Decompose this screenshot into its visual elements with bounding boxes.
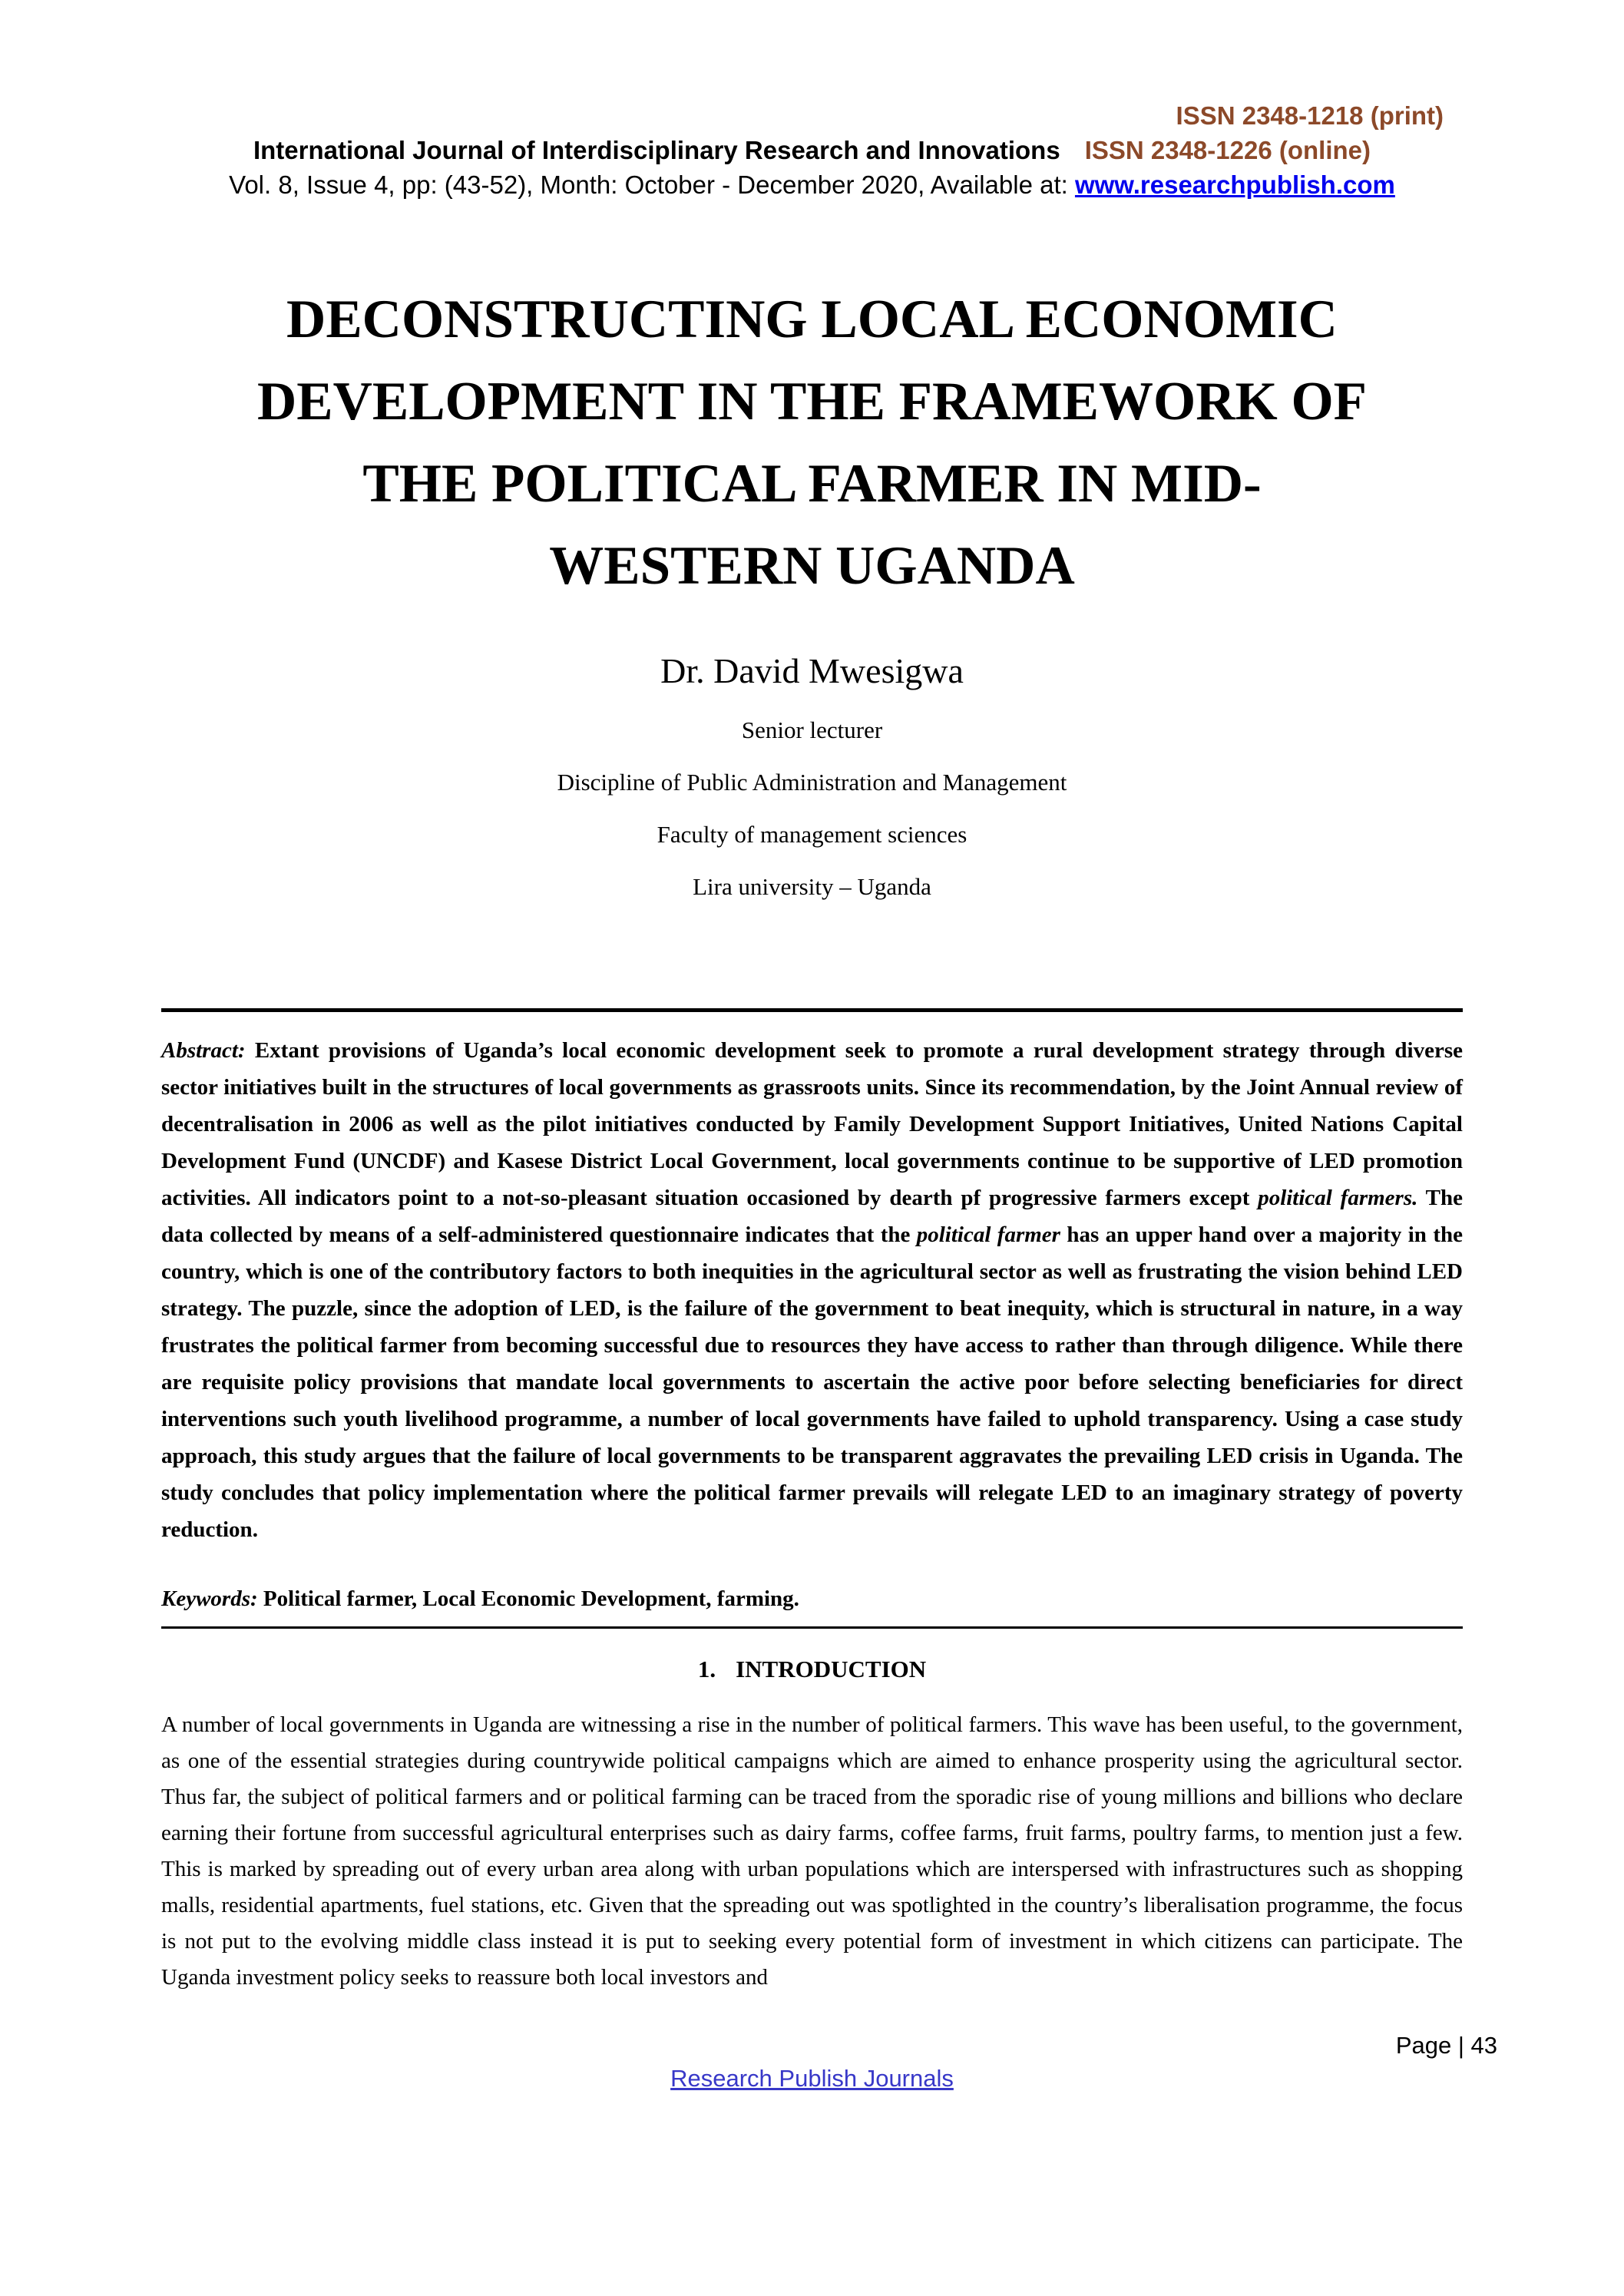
divider-below-keywords	[161, 1626, 1463, 1629]
title-line-1: DECONSTRUCTING LOCAL ECONOMIC	[286, 289, 1338, 349]
issn-online: ISSN 2348-1226 (online)	[1084, 136, 1371, 164]
introduction-paragraph: A number of local governments in Uganda are witnessing a rise in the number of political farmers. This wave has been useful, to the government, as one of the essential strategies during countrywide political campaigns which are aimed to enhance prosperity using the agricultural sector. Thus far, the subject of political farmers and or political farming can be traced from the sporadic rise of young millions and billions who declare earning their fortune from successful agricultural enterprises such as dairy farms, coffee farms, fruit farms, poultry farms, to mention just a few. This is marked by spreading out of every urban area along with urban populations which are interspersed with infrastructures such as shopping malls, residential apartments, fuel stations, etc. Given that the spreading out was spotlighted in the country’s liberalisation programme, the focus is not put to the evolving middle class instead it is put to seeking every potential form of investment in which citizens can participate. The Uganda investment policy seeks to reassure both local investors and	[161, 1712, 1463, 1990]
journal-website-link[interactable]: www.researchpublish.com	[1074, 170, 1395, 199]
affiliation-role: Senior lecturer	[741, 716, 883, 743]
research-publish-journals-link[interactable]: Research Publish Journals	[670, 2065, 954, 2092]
title-line-4: WESTERN UGANDA	[549, 536, 1075, 596]
title-line-2: DEVELOPMENT IN THE FRAMEWORK OF	[256, 372, 1368, 432]
author-affiliation-block	[161, 716, 1463, 901]
title-line-3: THE POLITICAL FARMER IN MID-	[362, 454, 1262, 514]
footer-link-row	[161, 2065, 1463, 2093]
header-line-journal-name	[161, 133, 1463, 167]
header-line-issn-print	[161, 98, 1463, 133]
header-line-volume-info	[161, 167, 1463, 202]
issn-print: ISSN 2348-1218 (print)	[1176, 101, 1444, 130]
journal-header	[161, 98, 1463, 202]
keywords-line: Keywords: Political farmer, Local Economic Development, farming.	[161, 1586, 799, 1611]
author-name: Dr. David Mwesigwa	[660, 651, 964, 690]
divider-above-abstract	[161, 1008, 1463, 1012]
page-number: Page | 43	[1395, 2032, 1497, 2059]
introduction-heading	[161, 1655, 1463, 1684]
journal-name: International Journal of Interdisciplinary Research and Innovations	[253, 136, 1060, 164]
affiliation-discipline: Discipline of Public Administration and Management	[557, 769, 1067, 796]
volume-info: Vol. 8, Issue 4, pp: (43-52), Month: October - December 2020, Available at:	[229, 170, 1075, 199]
section-title: INTRODUCTION	[736, 1656, 927, 1682]
affiliation-university: Lira university – Uganda	[693, 873, 931, 900]
page-footer	[161, 2031, 1497, 2093]
section-number: 1.	[697, 1656, 716, 1682]
article-title	[161, 279, 1463, 607]
affiliation-faculty: Faculty of management sciences	[657, 821, 967, 848]
abstract-paragraph: Abstract: Extant provisions of Uganda’s local economic development seek to promote a rural development strategy through diverse sector initiatives built in the structures of local governments as grassroots units. Since its recommendation, by the Joint Annual review of decentralisation in 2006 as well as the pilot initiatives conducted by Family Development Support Initiatives, United Nations Capital Development Fund (UNCDF) and Kasese District Local Government, local governments continue to be supportive of LED promotion activities. All indicators point to a not-so-pleasant situation occasioned by dearth pf progressive farmers except political farmers. The data collected by means of a self-administered questionnaire indicates that the political farmer has an upper hand over a majority in the country, which is one of the contributory factors to both inequities in the agricultural sector as well as frustrating the vision behind LED strategy. The puzzle, since the adoption of LED, is the failure of the government to beat inequity, which is structural in nature, in a way frustrates the political farmer from becoming successful due to resources they have access to rather than through diligence. While there are requisite policy provisions that mandate local governments to ascertain the active poor before selecting beneficiaries for direct interventions such youth livelihood programme, a number of local governments have failed to uphold transparency. Using a case study approach, this study argues that the failure of local governments to be transparent aggravates the prevailing LED crisis in Uganda. The study concludes that policy implementation where the political farmer prevails will relegate LED to an imaginary strategy of poverty reduction.	[161, 1038, 1463, 1542]
